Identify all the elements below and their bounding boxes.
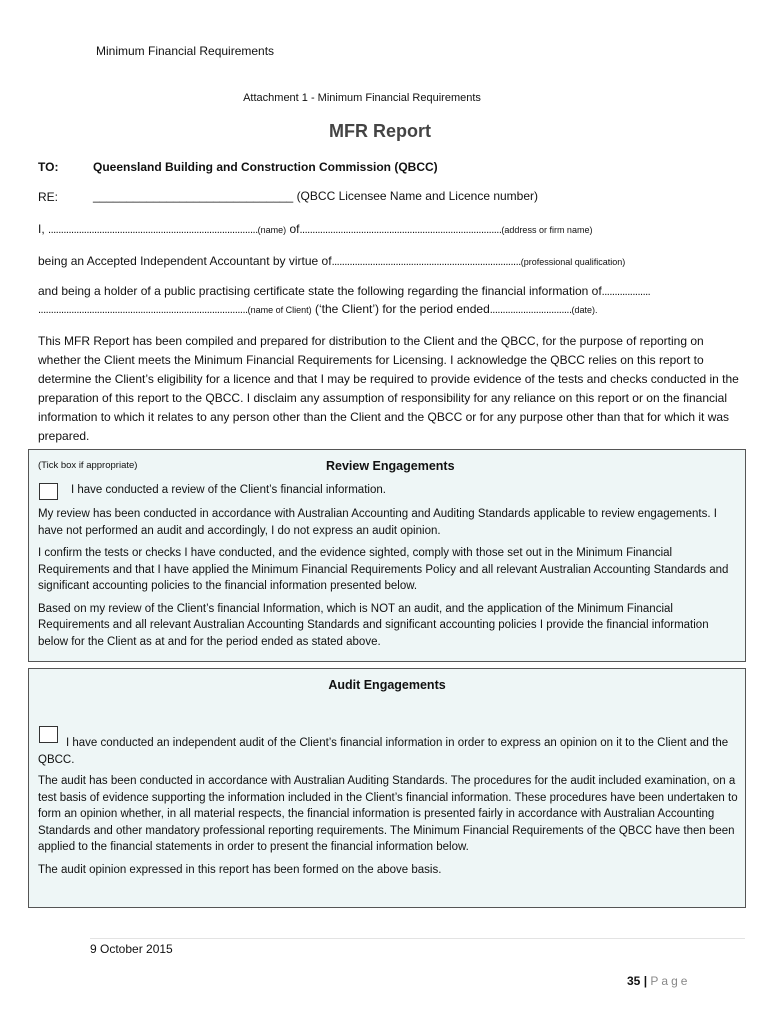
- page-number-footer: [627, 974, 690, 988]
- financial-info-dots-field[interactable]: ...................: [601, 286, 651, 298]
- accountant-line: [38, 254, 625, 268]
- attachment-caption: Attachment 1 - Minimum Financial Requirements: [243, 92, 481, 104]
- intro-paragraph: This MFR Report has been compiled and prepared for distribution to the Client and the QBCC, for the purpose of reporting on whether the Client meets the Minimum Financial Requirements for Licensing. I acknowledge the QBCC relies on this report to determine the Client’s eligibility for a licence and that I may be required to provide evidence of the tests and checks conducted in the preparation of this report to the QBCC. I disclaim any assumption of responsibility for any reliance on this report or on the financial information to which it relates to any person other than the Client and the QBCC or for any purpose other than that for which it was prepared.: [38, 334, 739, 443]
- review-paragraph-3: Based on my review of the Client’s financial Information, which is NOT an audit, and the application of the Minimum Financial Requirements and all relevant Australian Accounting Standards and significant accounting policies I provide the financial information below for the Client as at and for the period ended as stated above.: [38, 602, 709, 648]
- re-blank-line[interactable]: ______________________________: [93, 189, 294, 203]
- name-line: [38, 222, 592, 236]
- audit-engagements-box: [28, 668, 746, 908]
- accountant-text: being an Accepted Independent Accountant by virtue of: [38, 254, 332, 268]
- audit-body: [38, 773, 738, 884]
- page-number: 35: [627, 974, 641, 988]
- audit-heading: Audit Engagements: [328, 678, 446, 692]
- re-label: RE:: [38, 190, 59, 204]
- review-checkbox-label: I have conducted a review of the Client’s financial information.: [71, 484, 386, 496]
- qualification-dots-field[interactable]: ..........................................................................: [331, 256, 521, 268]
- date-label: (date).: [571, 305, 598, 315]
- review-paragraph-2: I confirm the tests or checks I have conducted, and the evidence sighted, comply with those set out in the Minimum Financial Requirements and that I have applied the Minimum Financial Requirements Policy and all relevant Australian Accounting Standards and significant accounting policies to the financial information presented below.: [38, 547, 729, 592]
- qualification-label: (professional qualification): [520, 257, 626, 267]
- address-dots-field[interactable]: ...............................................................................: [299, 224, 502, 236]
- client-dots-field[interactable]: ..................................................................................: [38, 304, 248, 316]
- review-checkbox[interactable]: [39, 483, 58, 500]
- footer-divider: [90, 938, 745, 939]
- running-header: Minimum Financial Requirements: [96, 44, 275, 58]
- review-heading: Review Engagements: [326, 459, 455, 473]
- client-label: (name of Client): [247, 305, 312, 315]
- name-dots-field[interactable]: ..................................................................................: [48, 224, 258, 236]
- holder-text: and being a holder of a public practising certificate state the following regarding the financial information of: [38, 284, 602, 298]
- tick-note: (Tick box if appropriate): [38, 460, 138, 471]
- audit-checkbox-label: I have conducted an independent audit of the Client’s financial information in order to express an opinion on it to the Client and the QBCC.: [38, 737, 729, 766]
- footer-date: 9 October 2015: [90, 942, 173, 956]
- holder-line: [38, 284, 650, 298]
- review-body: [38, 506, 738, 656]
- name-prefix: I,: [38, 222, 49, 236]
- page-word: Page: [650, 974, 691, 988]
- address-label: (address or firm name): [501, 225, 593, 235]
- to-label: TO:: [38, 160, 59, 174]
- to-value: Queensland Building and Construction Commission (QBCC): [93, 160, 438, 174]
- date-dots-field[interactable]: ................................: [489, 304, 572, 316]
- client-text: (‘the Client’) for the period ended: [311, 302, 490, 316]
- audit-paragraph-2: The audit opinion expressed in this report has been formed on the above basis.: [38, 863, 442, 876]
- name-label: (name): [257, 225, 287, 235]
- re-description: (QBCC Licensee Name and Licence number): [296, 189, 539, 203]
- page-title: MFR Report: [329, 121, 431, 141]
- client-line: [38, 302, 598, 316]
- page-separator: |: [643, 974, 648, 988]
- re-field[interactable]: [93, 189, 538, 203]
- review-engagements-box: [28, 449, 746, 662]
- of-text: of: [286, 222, 300, 236]
- review-paragraph-1: My review has been conducted in accordance with Australian Accounting and Auditing Standards applicable to review engagements. I have not performed an audit and accordingly, I do not express an audit opinion.: [38, 508, 717, 537]
- audit-paragraph-1: The audit has been conducted in accordance with Australian Auditing Standards. The procedures for the audit included examination, on a test basis of evidence supporting the information included in the Client’s financial information. These procedures have been undertaken to form an opinion whether, in all material respects, the financial information is presented fairly in accordance with Australian Accounting Standards and other mandatory professional reporting requirements. The Minimum Financial Requirements of the QBCC have then been applied to the financial statements in order to present the financial information below.: [38, 775, 738, 853]
